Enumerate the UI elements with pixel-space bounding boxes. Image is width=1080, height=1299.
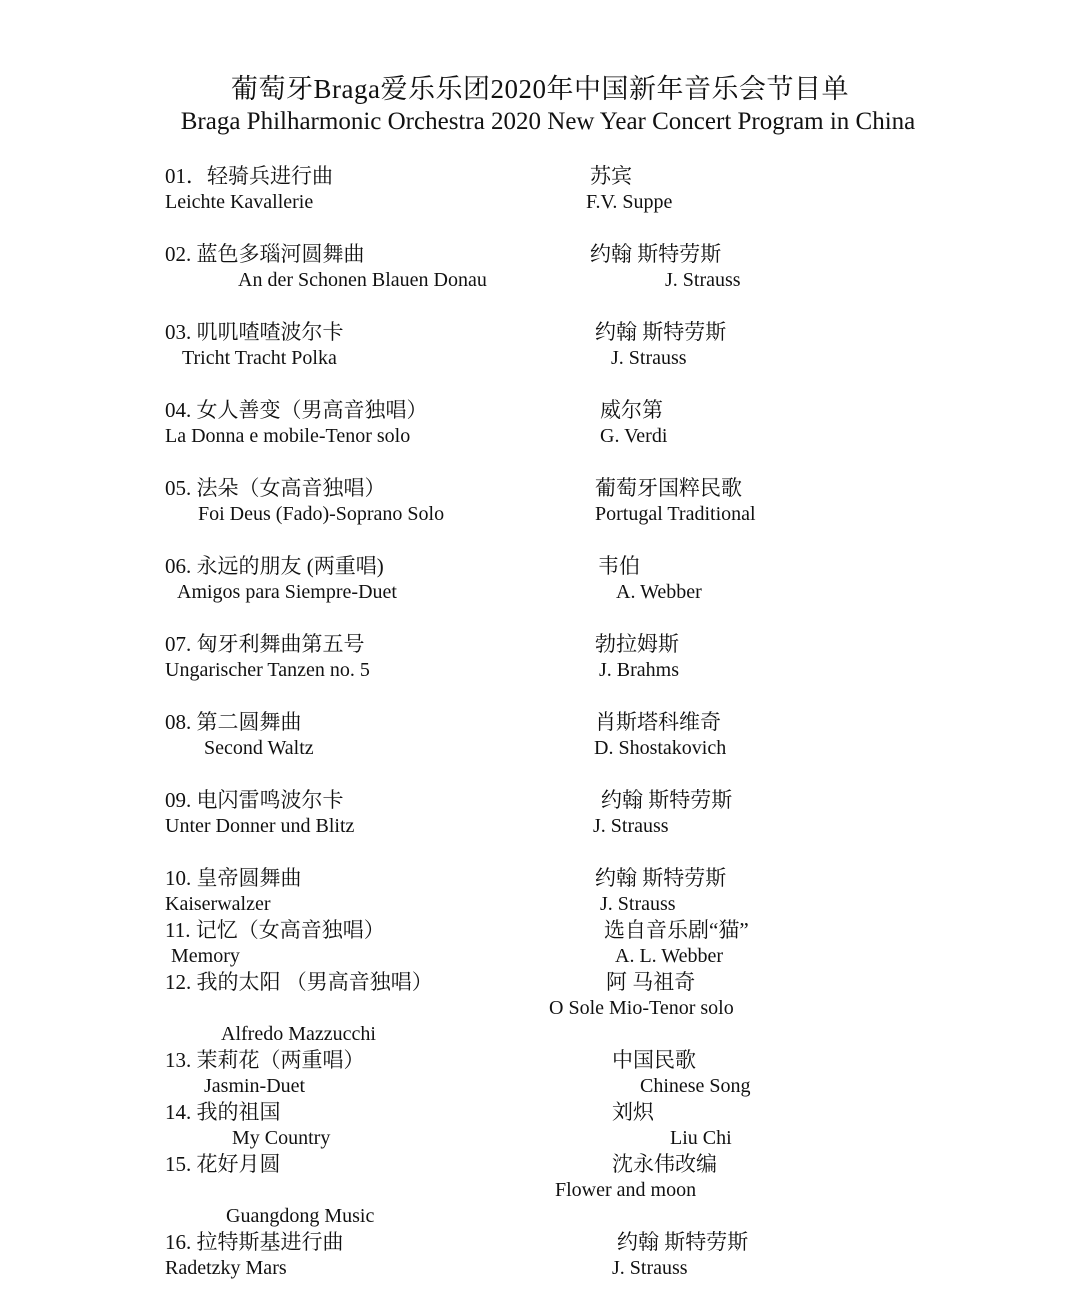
composer-en: Flower and moon <box>555 1179 697 1201</box>
composer-en: A. Webber <box>616 581 702 603</box>
piece-title-zh: 06. 永远的朋友 (两重唱) <box>165 554 384 578</box>
piece-title-en: Kaiserwalzer <box>165 893 271 915</box>
composer-zh: 约翰 斯特劳斯 <box>617 1230 749 1254</box>
piece-title-en: Leichte Kavallerie <box>165 191 314 213</box>
piece-title-zh: 07. 匈牙利舞曲第五号 <box>165 632 365 656</box>
title-english: Braga Philharmonic Orchestra 2020 New Year Concert Program in China <box>180 108 916 135</box>
composer-zh: 刘炽 <box>612 1100 654 1124</box>
composer-en: Portugal Traditional <box>595 503 756 525</box>
composer-en: O Sole Mio-Tenor solo <box>549 997 734 1019</box>
piece-title-en: Ungarischer Tanzen no. 5 <box>165 659 370 681</box>
piece-title-zh: 16. 拉特斯基进行曲 <box>165 1230 344 1254</box>
piece-title-en: Jasmin-Duet <box>204 1075 306 1097</box>
piece-title-zh: 11. 记忆（女高音独唱） <box>165 918 385 942</box>
piece-title-zh: 05. 法朵（女高音独唱） <box>165 476 386 500</box>
composer-en: J. Brahms <box>599 659 679 681</box>
composer-en: Liu Chi <box>670 1127 732 1149</box>
composer-en: J. Strauss <box>593 815 669 837</box>
composer-zh: 勃拉姆斯 <box>595 632 679 656</box>
piece-title-en: La Donna e mobile-Tenor solo <box>165 425 411 447</box>
composer-zh: 约翰 斯特劳斯 <box>595 866 727 890</box>
composer-zh: 约翰 斯特劳斯 <box>590 242 722 266</box>
piece-title-zh: 13. 茉莉花（两重唱） <box>165 1048 365 1072</box>
composer-en: J. Strauss <box>600 893 676 915</box>
composer-zh: 韦伯 <box>598 554 640 578</box>
composer-zh: 苏宾 <box>590 164 632 188</box>
piece-title-zh: 09. 电闪雷鸣波尔卡 <box>165 788 344 812</box>
composer-zh: 威尔第 <box>600 398 663 422</box>
piece-title-en: Alfredo Mazzucchi <box>221 1023 376 1045</box>
composer-zh: 沈永伟改编 <box>612 1152 717 1176</box>
composer-en: D. Shostakovich <box>594 737 727 759</box>
piece-title-en: Memory <box>171 945 240 967</box>
piece-title-zh: 01．轻骑兵进行曲 <box>165 164 333 188</box>
piece-title-zh: 10. 皇帝圆舞曲 <box>165 866 302 890</box>
composer-zh: 肖斯塔科维奇 <box>595 710 721 734</box>
piece-title-en: An der Schonen Blauen Donau <box>238 269 487 291</box>
composer-zh: 选自音乐剧“猫” <box>604 918 749 942</box>
piece-title-zh: 08. 第二圆舞曲 <box>165 710 302 734</box>
piece-title-zh: 02. 蓝色多瑙河圆舞曲 <box>165 242 365 266</box>
piece-title-en: Amigos para Siempre-Duet <box>177 581 397 603</box>
piece-title-en: Tricht Tracht Polka <box>182 347 337 369</box>
piece-title-zh: 15. 花好月圆 <box>165 1152 281 1176</box>
composer-en: Chinese Song <box>640 1075 751 1097</box>
composer-en: A. L. Webber <box>615 945 723 967</box>
composer-zh: 约翰 斯特劳斯 <box>601 788 733 812</box>
composer-zh: 葡萄牙国粹民歌 <box>595 476 742 500</box>
composer-en: J. Strauss <box>665 269 741 291</box>
composer-zh: 阿 马祖奇 <box>606 970 696 994</box>
composer-zh: 中国民歌 <box>612 1048 696 1072</box>
composer-zh: 约翰 斯特劳斯 <box>595 320 727 344</box>
title-chinese: 葡萄牙Braga爱乐乐团2020年中国新年音乐会节目单 <box>231 74 849 104</box>
piece-title-zh: 03. 叽叽喳喳波尔卡 <box>165 320 344 344</box>
piece-title-en: Radetzky Mars <box>165 1257 287 1279</box>
piece-title-en: My Country <box>232 1127 331 1149</box>
piece-title-en: Second Waltz <box>204 737 314 759</box>
piece-title-en: Foi Deus (Fado)-Soprano Solo <box>198 503 445 525</box>
piece-title-en: Guangdong Music <box>226 1205 375 1227</box>
piece-title-zh: 12. 我的太阳 （男高音独唱） <box>165 970 433 994</box>
piece-title-zh: 14. 我的祖国 <box>165 1100 281 1124</box>
composer-en: J. Strauss <box>611 347 687 369</box>
piece-title-en: Unter Donner und Blitz <box>165 815 355 837</box>
composer-en: J. Strauss <box>612 1257 688 1279</box>
composer-en: F.V. Suppe <box>586 191 673 213</box>
piece-title-zh: 04. 女人善变（男高音独唱） <box>165 398 428 422</box>
composer-en: G. Verdi <box>600 425 668 447</box>
